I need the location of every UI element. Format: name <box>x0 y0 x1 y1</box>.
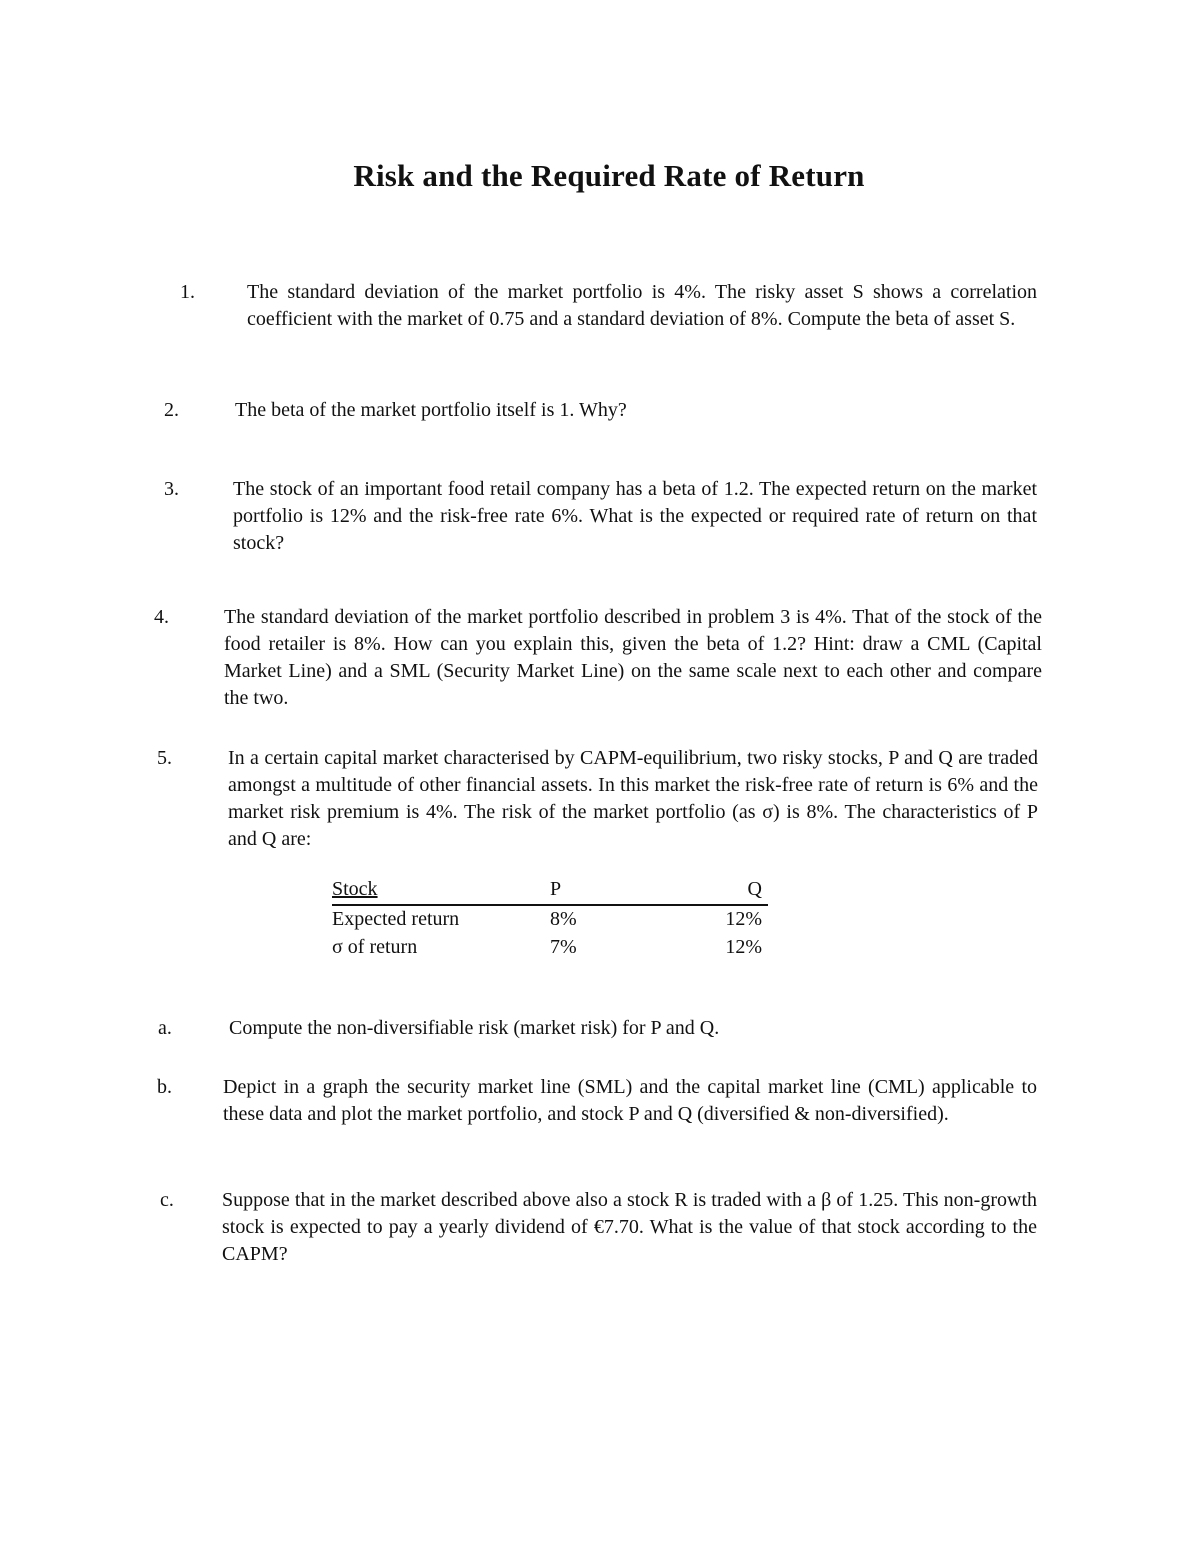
table-cell: 12% <box>725 908 762 930</box>
question-text: The stock of an important food retail company has a beta of 1.2. The expected return on the market portfolio is 12% and the risk-free rate 6%. What is the expected or required rate of return on that stock? <box>233 478 1037 554</box>
table-cell: 7% <box>550 936 577 958</box>
question-number: 3. <box>164 478 179 500</box>
subquestion-text: Compute the non-diversifiable risk (market risk) for P and Q. <box>229 1017 720 1039</box>
table-header-cell: Stock <box>332 878 378 900</box>
question-number: 4. <box>154 606 169 628</box>
question-text: The standard deviation of the market portfolio is 4%. The risky asset S shows a correlation coefficient with the market of 0.75 and a standard deviation of 8%. Compute the beta of asset S. <box>247 281 1037 330</box>
table-cell: Expected return <box>332 908 460 930</box>
stock-characteristics-table <box>332 876 768 962</box>
subquestion-letter: c. <box>160 1189 174 1211</box>
table-header-cell: P <box>550 878 562 900</box>
question-number: 1. <box>180 281 195 303</box>
table-cell: 8% <box>550 908 577 930</box>
question-text: In a certain capital market characterised by CAPM-equilibrium, two risky stocks, P and Q are traded amongst a multitude of other financial assets. In this market the risk-free rate of return is 6% and the market risk premium is 4%. The risk of the market portfolio (as σ) is 8%. The characteristics of P and Q are: <box>228 747 1038 850</box>
table-cell: σ of return <box>332 936 418 958</box>
subquestion-letter: a. <box>158 1017 172 1039</box>
subquestion-text: Depict in a graph the security market line (SML) and the capital market line (CML) applicable to these data and plot the market portfolio, and stock P and Q (diversified & non-diversified). <box>223 1076 1037 1125</box>
table-cell: 12% <box>725 936 762 958</box>
table-header-cell: Q <box>747 878 762 900</box>
table-row <box>332 934 768 962</box>
table-row <box>332 906 768 934</box>
question-number: 2. <box>164 399 179 421</box>
question-text: The standard deviation of the market portfolio described in problem 3 is 4%. That of the stock of the food retailer is 8%. How can you explain this, given the beta of 1.2? Hint: draw a CML (Capital Market Line) and a SML (Security Market Line) on the same scale next to each other and compare the two. <box>224 606 1042 709</box>
question-number: 5. <box>157 747 172 769</box>
subquestion-text: Suppose that in the market described above also a stock R is traded with a β of 1.25. This non-growth stock is expected to pay a yearly dividend of €7.70. What is the value of that stock according to the CAPM? <box>222 1189 1037 1265</box>
table-header-row <box>332 876 768 906</box>
subquestion-letter: b. <box>157 1076 172 1098</box>
question-text: The beta of the market portfolio itself is 1. Why? <box>235 399 627 421</box>
page-title: Risk and the Required Rate of Return <box>353 158 865 193</box>
